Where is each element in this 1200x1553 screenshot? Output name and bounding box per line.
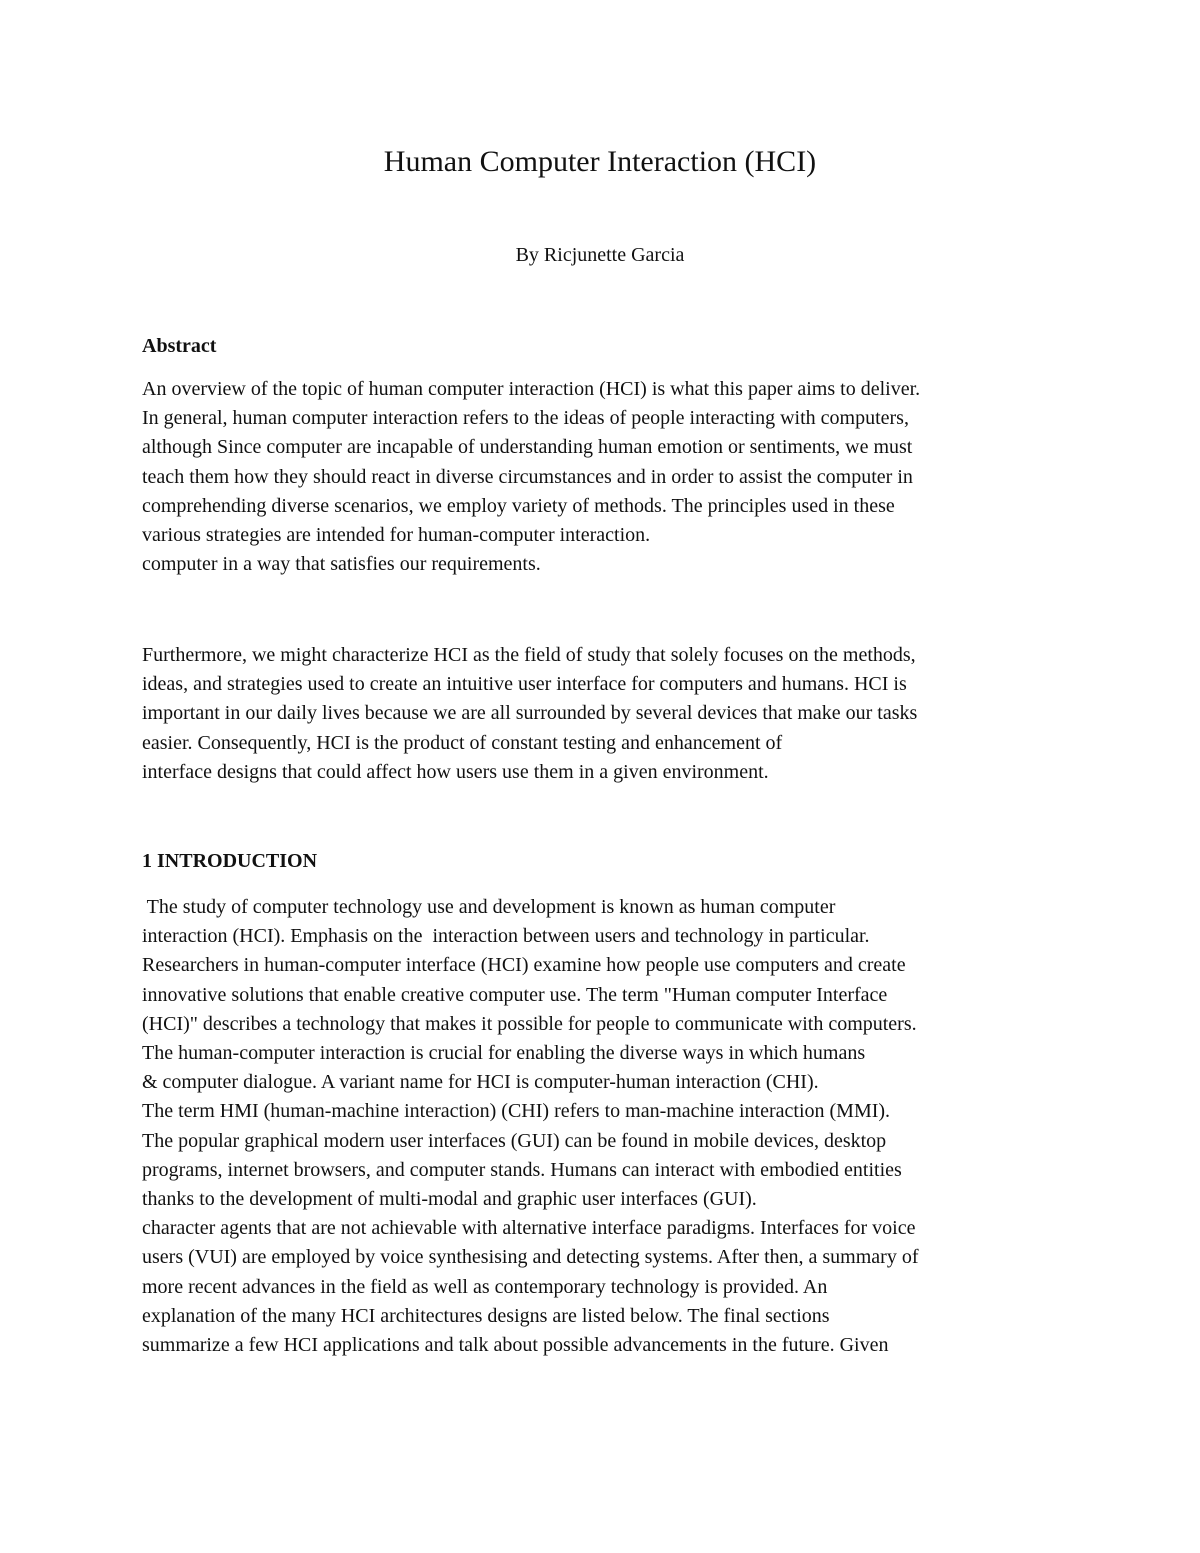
text-line: An overview of the topic of human computer interaction (HCI) is what this paper aims to deliver. — [142, 378, 921, 400]
text-line: interface designs that could affect how users use them in a given environment. — [142, 760, 769, 783]
text-line: The popular graphical modern user interfaces (GUI) can be found in mobile devices, desktop — [142, 1129, 887, 1152]
text-line: The term HMI (human-machine interaction) (CHI) refers to man-machine interaction (MMI). — [142, 1100, 891, 1123]
text-line: ideas, and strategies used to create an intuitive user interface for computers and humans. HCI is — [142, 673, 907, 696]
text-line: Researchers in human-computer interface (HCI) examine how people use computers and create — [142, 954, 906, 977]
document-title: Human Computer Interaction (HCI) — [383, 145, 817, 178]
text-line: explanation of the many HCI architectures designs are listed below. The final sections — [142, 1304, 830, 1327]
introduction-heading: 1 INTRODUCTION — [142, 850, 318, 872]
text-line: In general, human computer interaction refers to the ideas of people interacting with computers, — [142, 407, 909, 430]
text-line: character agents that are not achievable with alternative interface paradigms. Interfaces for voice — [142, 1217, 916, 1240]
text-line: computer in a way that satisfies our requirements. — [142, 553, 541, 576]
author-line: By Ricjunette Garcia — [515, 244, 685, 266]
text-line: teach them how they should react in diverse circumstances and in order to assist the computer in — [142, 465, 913, 488]
text-line: comprehending diverse scenarios, we employ variety of methods. The principles used in these — [142, 494, 895, 517]
introduction-paragraph — [142, 893, 1082, 1360]
text-line: The study of computer technology use and development is known as human computer — [142, 896, 836, 918]
text-line: easier. Consequently, HCI is the product of constant testing and enhancement of — [142, 731, 783, 754]
text-line: Furthermore, we might characterize HCI as the field of study that solely focuses on the methods, — [142, 644, 916, 666]
text-line: although Since computer are incapable of understanding human emotion or sentiments, we must — [142, 436, 913, 459]
text-line: programs, internet browsers, and computer stands. Humans can interact with embodied entities — [142, 1158, 902, 1181]
abstract-paragraph-1 — [142, 375, 1082, 579]
text-line: thanks to the development of multi-modal and graphic user interfaces (GUI). — [142, 1188, 757, 1211]
text-line: & computer dialogue. A variant name for HCI is computer-human interaction (CHI). — [142, 1071, 819, 1094]
text-line: various strategies are intended for human-computer interaction. — [142, 524, 651, 547]
text-line: important in our daily lives because we are all surrounded by several devices that make our tasks — [142, 702, 918, 725]
text-line: summarize a few HCI applications and talk about possible advancements in the future. Given — [142, 1334, 889, 1357]
text-line: innovative solutions that enable creative computer use. The term "Human computer Interface — [142, 983, 888, 1006]
text-line: The human-computer interaction is crucial for enabling the diverse ways in which humans — [142, 1042, 866, 1065]
text-line: users (VUI) are employed by voice synthesising and detecting systems. After then, a summary of — [142, 1246, 919, 1269]
text-line: interaction (HCI). Emphasis on the interaction between users and technology in particular. — [142, 925, 870, 948]
abstract-paragraph-2 — [142, 641, 1082, 787]
text-line: (HCI)" describes a technology that makes it possible for people to communicate with computers. — [142, 1012, 917, 1035]
abstract-heading: Abstract — [142, 335, 217, 357]
text-line: more recent advances in the field as well as contemporary technology is provided. An — [142, 1275, 828, 1298]
